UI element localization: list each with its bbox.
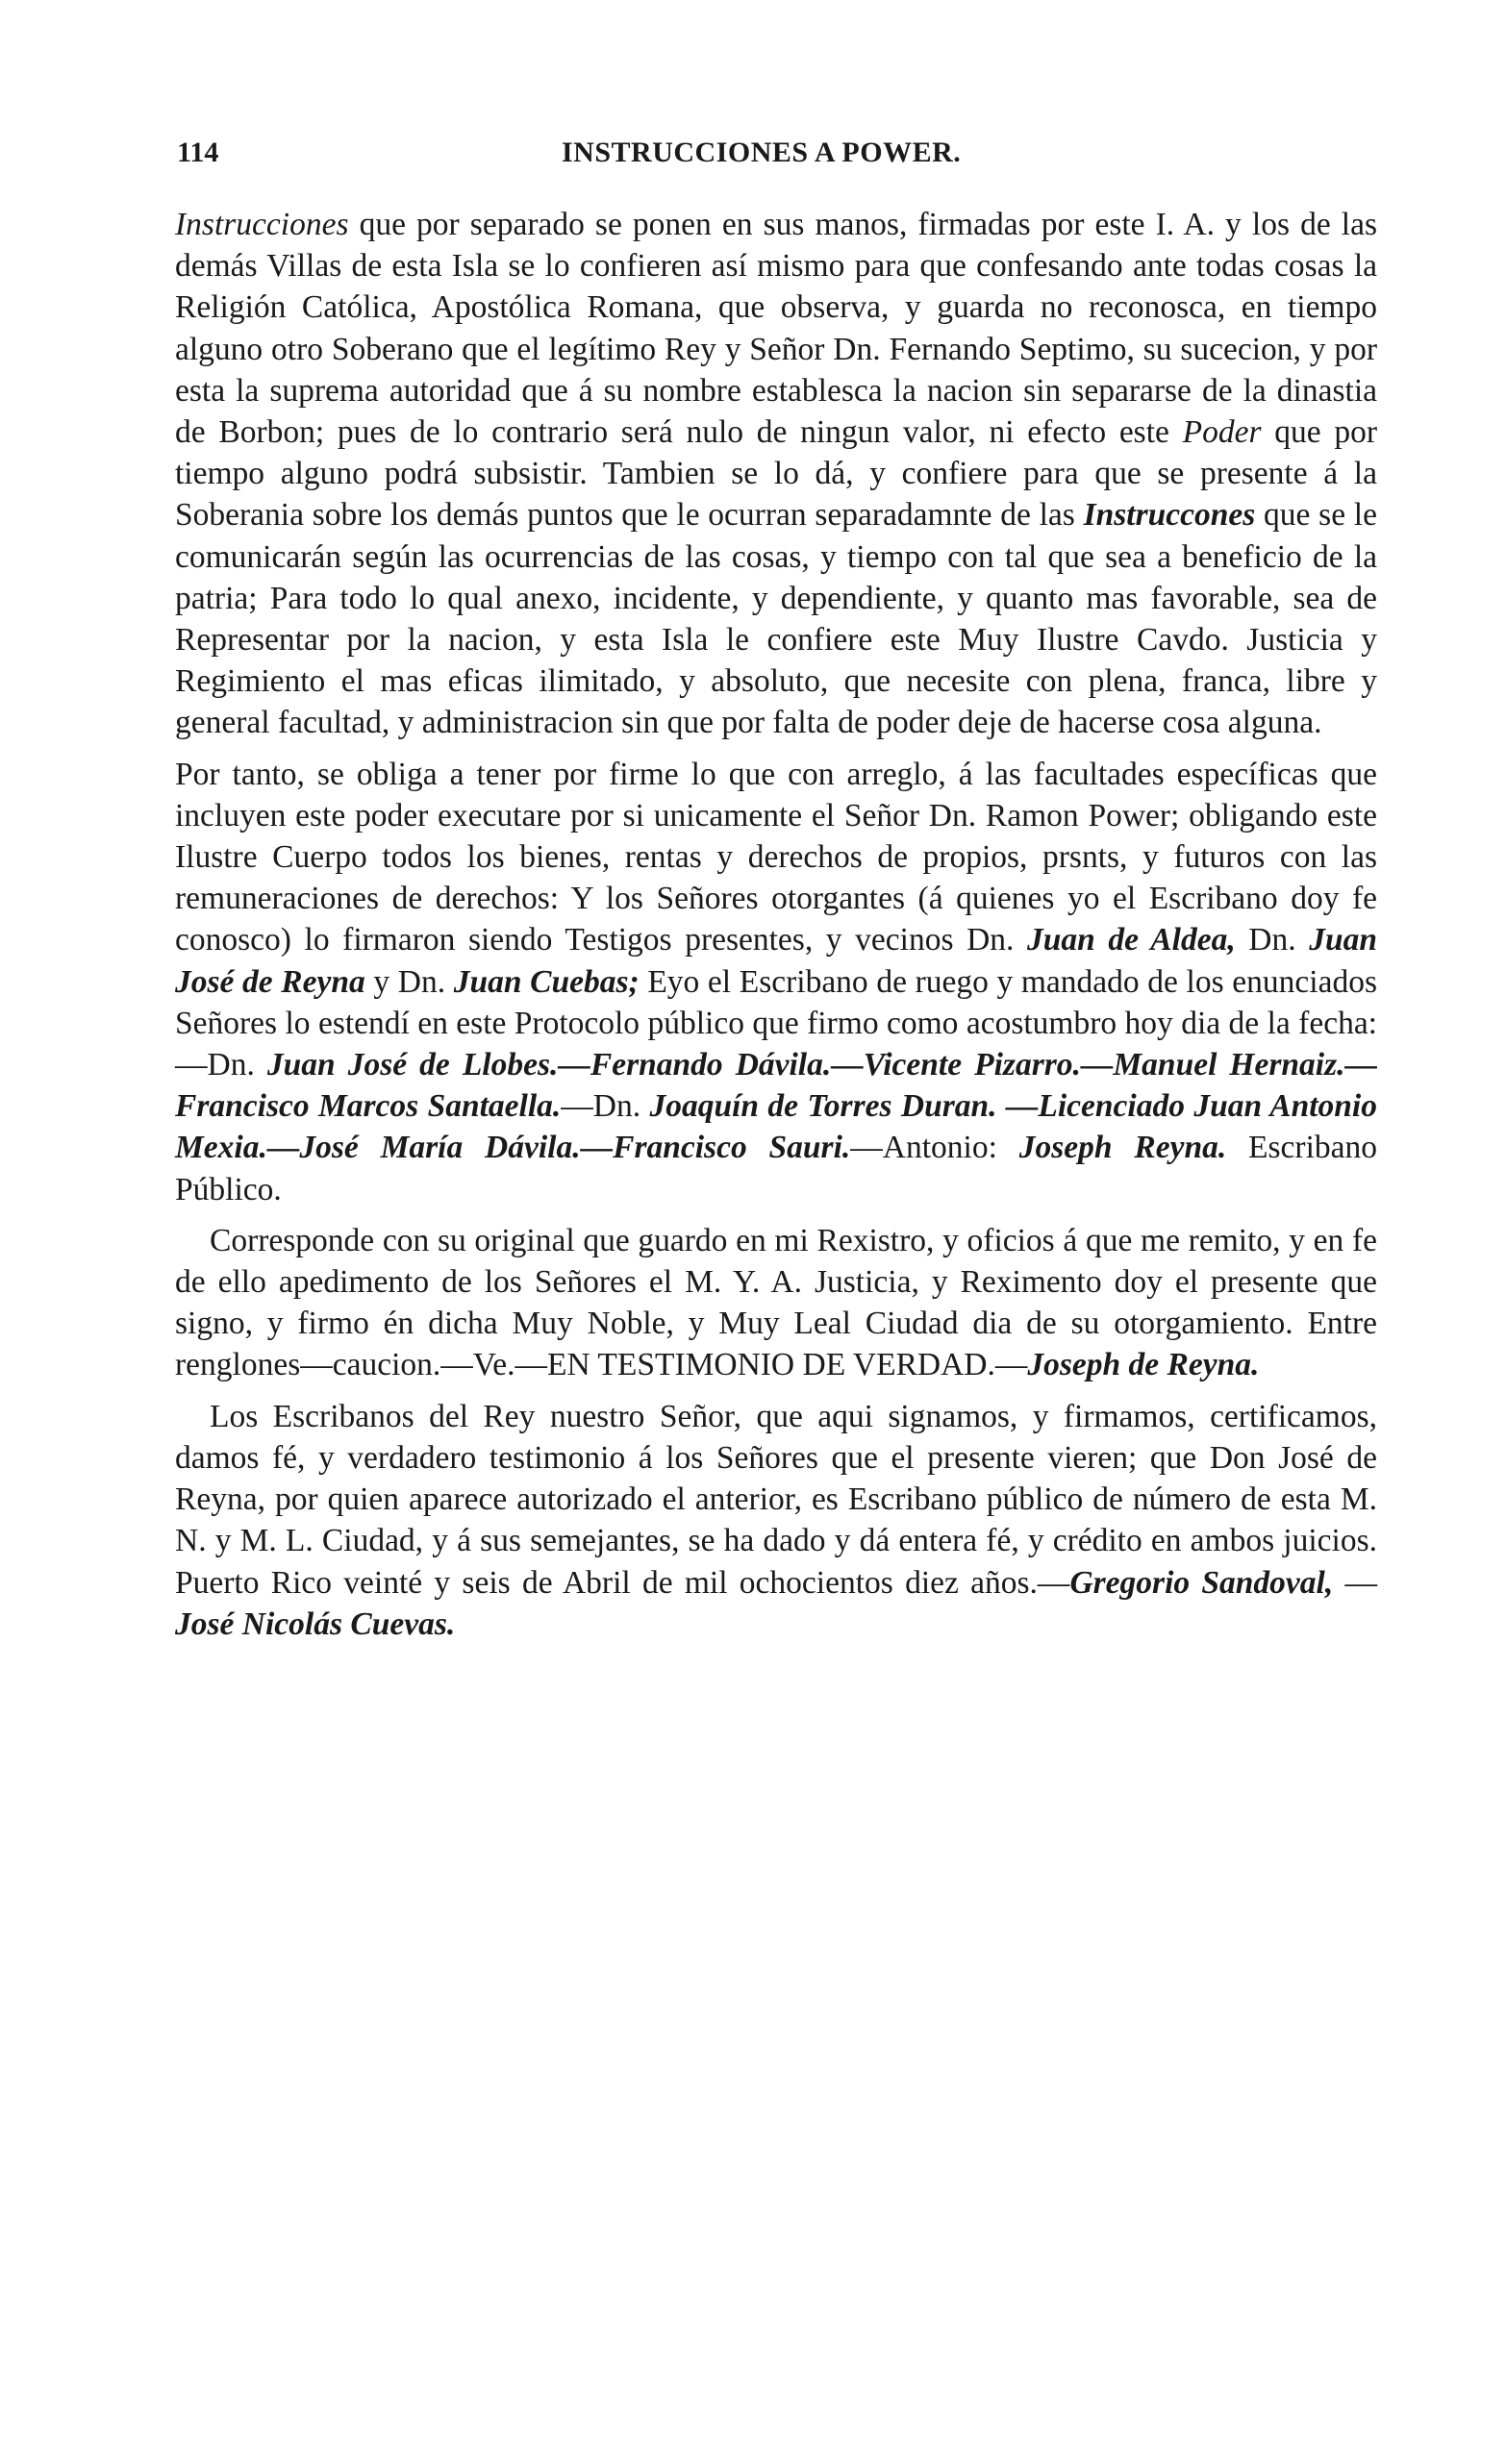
text-run: Escribano Público. xyxy=(175,1130,1378,1207)
text-run: Juan José de Llobes.—Fernando Dávila.—Vicente Pizarro.—Manuel Hernaiz.—Francisco Marcos Santaella. xyxy=(175,1047,1377,1125)
text-run: Instrucciones xyxy=(175,207,349,242)
text-run: Eyo el Escribano de ruego y mandado de los enunciados Señores lo estendí en este Protocolo público que firmo como acostumbro hoy dia de la fecha:—Dn. xyxy=(175,963,1377,1083)
text-run: Juan José de Reyna xyxy=(175,922,1377,1000)
text-run: Por tanto, se obliga a tener por firme lo que con arreglo, á las facultades específicas que incluyen este poder executare por si unicamente el Señor Dn. Ramon Power; obligando este Ilustre Cuerpo todos los bienes, rentas y derechos de propios, prsnts, y futuros con las remuneraciones de derechos: Y los Señores otorgantes (á quienes yo el Escribano doy fe conosco) lo firmaron siendo Testigos presentes, y vecinos Dn. xyxy=(175,756,1377,958)
text-run: Joseph de Reyna. xyxy=(1027,1347,1260,1383)
paragraph-obligation xyxy=(175,754,1377,1210)
text-run: — xyxy=(1333,1564,1377,1601)
text-run: Juan de Aldea, xyxy=(1026,922,1236,958)
text-run: que por tiempo alguno podrá subsistir. Tambien se lo dá, y confiere para que se presente á la Soberania sobre los demás puntos que le ocurran separadamnte de las xyxy=(175,414,1377,534)
text-run: Joseph Reyna. xyxy=(1018,1130,1227,1166)
page-header xyxy=(177,137,1377,175)
text-run: que por separado se ponen en sus manos, firmadas por este I. A. y los de las demás Villas de esta Isla se lo confieren así mismo para que confesando ante todas cosas la Religión Católica, Apostólica Romana, que observa, y guarda no reconosca, en tiempo alguno otro Soberano que el legítimo Rey y Señor Dn. Fernando Septimo, su sucecion, y por esta la suprema autoridad que á su nombre establesca la nacion sin separarse de la dinastia de Borbon; pues de lo contrario será nulo de ningun valor, ni efecto este xyxy=(175,207,1377,451)
text-run: —Antonio: xyxy=(850,1130,1019,1166)
text-run: Poder xyxy=(1182,414,1262,451)
body-text xyxy=(175,204,1377,1645)
running-title: INSTRUCCIONES A POWER. xyxy=(562,137,962,168)
text-run: Dn. xyxy=(1235,922,1310,958)
page-number: 114 xyxy=(177,137,219,168)
text-run: que se le comunicarán según las ocurrencias de las cosas, y tiempo con tal que sea a beneficio de la patria; Para todo lo qual anexo, incidente, y dependiente, y quanto mas favorable, sea de Representar por la nacion, y esta Isla le confiere este Muy Ilustre Cavdo. Justicia y Regimiento el mas eficas ilimitado, y absoluto, que necesite con plena, franca, libre y general facultad, y administracion sin que por falta de poder deje de hacerse cosa alguna. xyxy=(175,497,1377,741)
paragraph-attestation xyxy=(175,1220,1377,1386)
paragraph-certification xyxy=(175,1396,1377,1645)
text-run: Los Escribanos del Rey nuestro Señor, que aqui signamos, y firmamos, certificamos, damos fé, y verdadero testimonio á los Señores que el presente vieren; que Don José de Reyna, por quien aparece autorizado el anterior, es Escribano público de número de esta M. N. y M. L. Ciudad, y á sus semejantes, se ha dado y dá entera fé, y crédito en ambos juicios. Puerto Rico veinté y seis de Abril de mil ochocientos diez años.— xyxy=(175,1398,1377,1601)
text-run: y Dn. xyxy=(364,963,454,1000)
text-run: Juan Cuebas; xyxy=(453,963,640,1000)
text-run: Instruccones xyxy=(1083,497,1256,534)
paragraph-powers xyxy=(175,204,1377,744)
text-run: Corresponde con su original que guardo en mi Rexistro, y oficios á que me remito, y en fe de ello apedimento de los Señores el M. Y. A. Justicia, y Reximento doy el presente que signo, y firmo én dicha Muy Noble, y Muy Leal Ciudad dia de su otorgamiento. Entre renglones—caucion.—Ve.—EN TESTIMONIO DE VERDAD.— xyxy=(175,1222,1377,1383)
text-run: —Dn. xyxy=(561,1088,650,1125)
text-run: Gregorio Sandoval, xyxy=(1069,1564,1334,1601)
text-run: Joaquín de Torres Duran. —Licenciado Juan Antonio Mexia.—José María Dávila.—Francisco Sauri. xyxy=(175,1088,1377,1166)
text-run: José Nicolás Cuevas. xyxy=(175,1605,456,1642)
